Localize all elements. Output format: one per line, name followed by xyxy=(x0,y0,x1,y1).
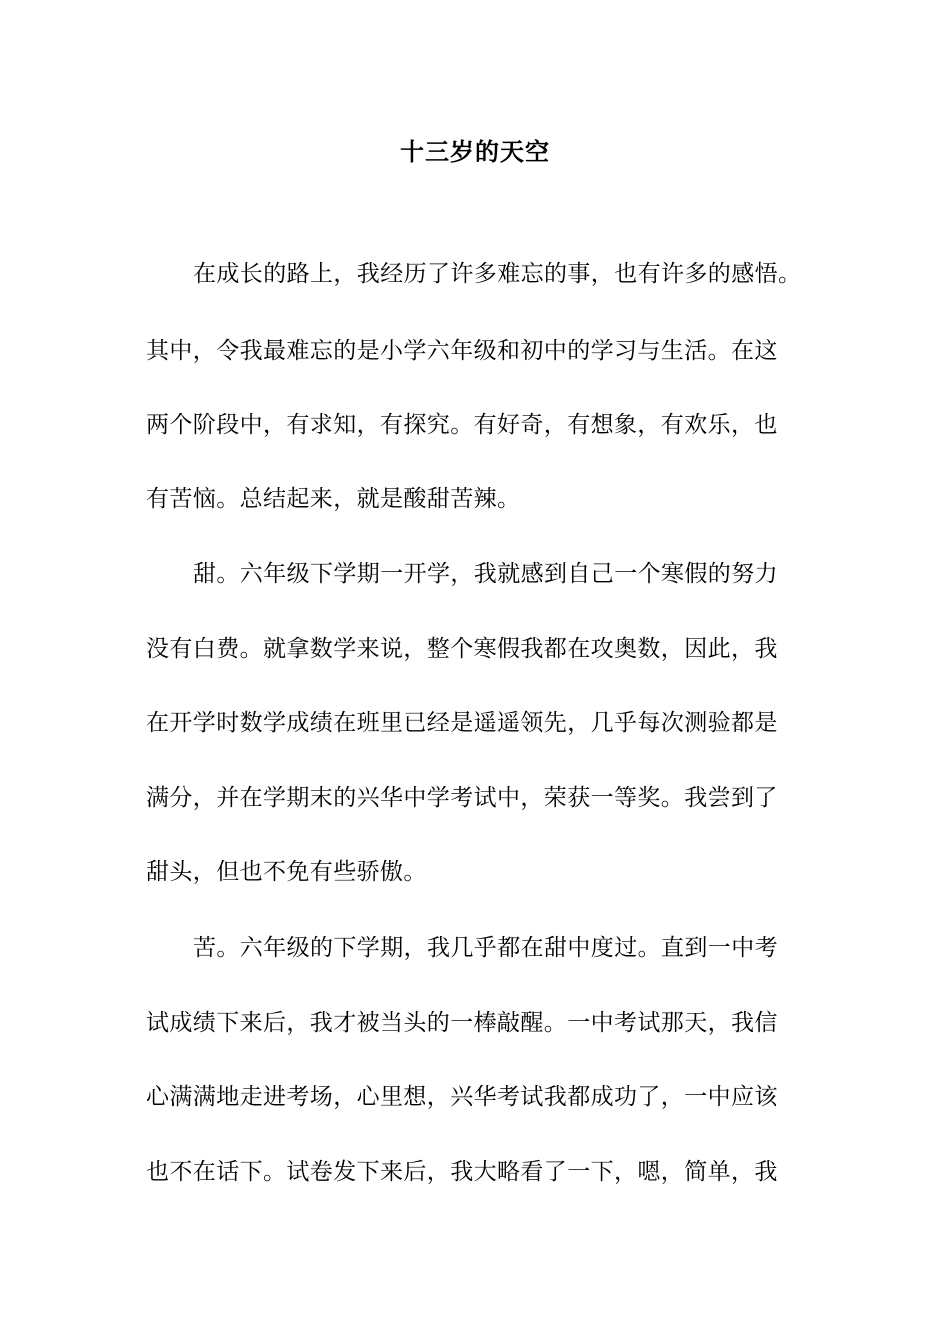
paragraph-1-line-2: 其中，令我最难忘的是小学六年级和初中的学习与生活。在这 xyxy=(146,338,778,364)
paragraph-3-line-1: 苦。六年级的下学期，我几乎都在甜中度过。直到一中考 xyxy=(193,935,778,961)
paragraph-2-line-2: 没有白费。就拿数学来说，整个寒假我都在攻奥数，因此，我 xyxy=(146,636,778,662)
paragraph-2-line-5: 甜头，但也不免有些骄傲。 xyxy=(146,859,427,885)
paragraph-3-line-2: 试成绩下来后，我才被当头的一棒敲醒。一中考试那天，我信 xyxy=(146,1010,778,1036)
document-title: 十三岁的天空 xyxy=(400,137,550,166)
paragraph-3-line-4: 也不在话下。试卷发下来后，我大略看了一下，嗯，简单，我 xyxy=(146,1159,778,1185)
paragraph-1-line-3: 两个阶段中，有求知，有探究。有好奇，有想象，有欢乐，也 xyxy=(146,412,778,438)
paragraph-2-line-3: 在开学时数学成绩在班里已经是遥遥领先，几乎每次测验都是 xyxy=(146,710,778,736)
paragraph-1-line-4: 有苦恼。总结起来，就是酸甜苦辣。 xyxy=(146,486,521,512)
paragraph-2-line-1: 甜。六年级下学期一开学，我就感到自己一个寒假的努力 xyxy=(193,561,778,587)
paragraph-2-line-4: 满分，并在学期末的兴华中学考试中，荣获一等奖。我尝到了 xyxy=(146,785,778,811)
paragraph-1-line-1: 在成长的路上，我经历了许多难忘的事，也有许多的感悟。 xyxy=(193,261,802,287)
paragraph-3-line-3: 心满满地走进考场，心里想，兴华考试我都成功了，一中应该 xyxy=(146,1084,778,1110)
